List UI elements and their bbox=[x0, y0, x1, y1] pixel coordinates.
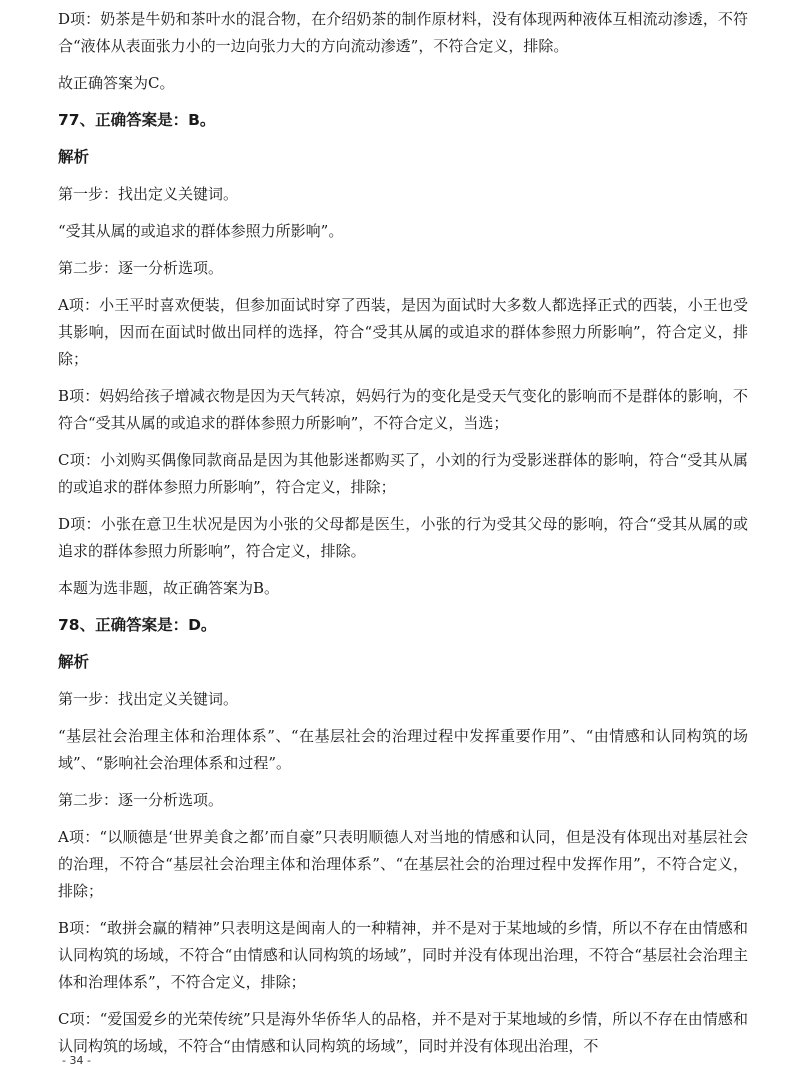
document-page bbox=[58, 6, 748, 1070]
paragraph: 第二步：逐一分析选项。 bbox=[58, 259, 224, 277]
paragraph: “受其从属的或追求的群体参照力所影响”。 bbox=[58, 222, 344, 240]
paragraph: 故正确答案为C。 bbox=[58, 74, 175, 92]
paragraph: 本题为选非题，故正确答案为B。 bbox=[58, 579, 280, 597]
section-heading: 78、正确答案是：D。 bbox=[58, 616, 217, 634]
paragraph: “基层社会治理主体和治理体系”、“在基层社会的治理过程中发挥重要作用”、“由情感和认同构筑的场域”、“影响社会治理体系和过程”。 bbox=[58, 727, 748, 772]
paragraph: 第一步：找出定义关键词。 bbox=[58, 185, 239, 203]
paragraph: D项：奶茶是牛奶和茶叶水的混合物，在介绍奶茶的制作原材料，没有体现两种液体互相流动渗透，不符合“液体从表面张力小的一边向张力大的方向流动渗透”，不符合定义，排除。 bbox=[58, 10, 748, 55]
paragraph: C项：小刘购买偶像同款商品是因为其他影迷都购买了，小刘的行为受影迷群体的影响，符合“受其从属的或追求的群体参照力所影响”，符合定义，排除； bbox=[58, 451, 748, 496]
page-number: - 34 - bbox=[62, 1054, 91, 1067]
section-heading: 解析 bbox=[58, 653, 90, 671]
section-heading: 解析 bbox=[58, 148, 90, 166]
paragraph: B项：“敢拼会赢的精神”只表明这是闽南人的一种精神，并不是对于某地域的乡情，所以不存在由情感和认同构筑的场域，不符合“由情感和认同构筑的场域”，同时并没有体现出治理，不符合“基层社会治理主体和治理体系”，不符合定义，排除； bbox=[58, 919, 748, 991]
paragraph: D项：小张在意卫生状况是因为小张的父母都是医生，小张的行为受其父母的影响，符合“受其从属的或追求的群体参照力所影响”，符合定义，排除。 bbox=[58, 515, 748, 560]
paragraph: A项：小王平时喜欢便装，但参加面试时穿了西装，是因为面试时大多数人都选择正式的西装，小王也受其影响，因而在面试时做出同样的选择，符合“受其从属的或追求的群体参照力所影响”，符合定义，排除； bbox=[58, 296, 748, 368]
paragraph: A项：“以顺德是‘世界美食之都’而自豪”只表明顺德人对当地的情感和认同，但是没有体现出对基层社会的治理，不符合“基层社会治理主体和治理体系”、“在基层社会的治理过程中发挥作用”，不符合定义，排除； bbox=[58, 828, 748, 900]
paragraph: B项：妈妈给孩子增减衣物是因为天气转凉，妈妈行为的变化是受天气变化的影响而不是群体的影响，不符合“受其从属的或追求的群体参照力所影响”，不符合定义，当选； bbox=[58, 387, 748, 432]
section-heading: 77、正确答案是：B。 bbox=[58, 111, 216, 129]
paragraph: 第二步：逐一分析选项。 bbox=[58, 791, 224, 809]
paragraph: C项：“爱国爱乡的光荣传统”只是海外华侨华人的品格，并不是对于某地域的乡情，所以不存在由情感和认同构筑的场域，不符合“由情感和认同构筑的场域”，同时并没有体现出治理，不 bbox=[58, 1010, 748, 1055]
paragraph: 第一步：找出定义关键词。 bbox=[58, 690, 239, 708]
